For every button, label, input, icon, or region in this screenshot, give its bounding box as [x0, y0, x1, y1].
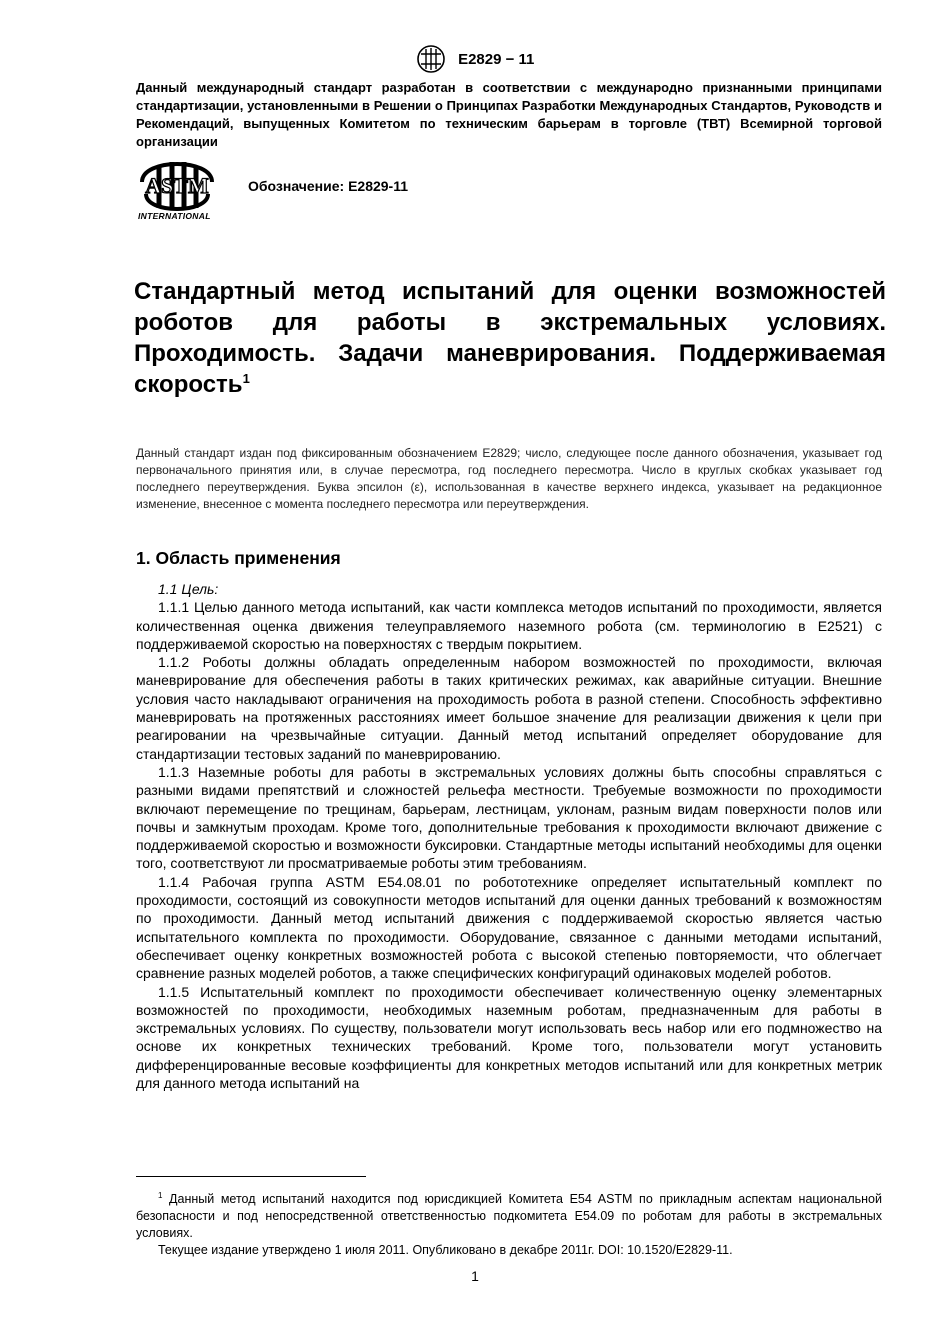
footnote-divider	[136, 1176, 366, 1177]
page-number: 1	[471, 1268, 479, 1284]
title-footnote-mark: 1	[242, 371, 250, 386]
paragraph: 1.1.4 Рабочая группа ASTM E54.08.01 по робототехнике определяет испытательный комплект по проходимости, состоящий из совокупности методов испытаний для оценки данных требований к возможностям по проходимости. Данный метод испытаний движения с поддерживаемой скоростью является частью испытательного комплекта по проходимости. Оборудование, связанное с данными методами испытаний, обеспечивает оценку конкретных возможностей робота с высокой степенью повторяемости, что облегчает сравнение разных моделей роботов, а также специфических конфигураций одинаковых моделей роботов.	[136, 873, 882, 982]
document-title	[134, 276, 886, 400]
astm-mini-logo-icon	[416, 44, 446, 74]
footnote-mark: 1	[158, 1191, 163, 1200]
header-designation: E2829 − 11	[458, 50, 535, 68]
paragraph: 1.1.5 Испытательный комплект по проходимости обеспечивает количественную оценку элементарных возможностей по проходимости, необходимых наземным роботам, предназначенным для работы в экстремальных условиях. По существу, пользователи могут использовать весь набор или его подмножество на основе их конкретных технических требований. Кроме того, пользователи могут установить дифференцированные весовые коэффициенты для конкретных методов испытаний или для конкретных метрик для данного метода испытаний на	[136, 983, 882, 1092]
section-body	[136, 580, 882, 1092]
intro-statement: Данный международный стандарт разработан в соответствии с международно признанными принципами стандартизации, установленными в Решении о Принципах Разработки Международных Стандартов, Руководств и Рекомендаций, выпущенных Комитетом по техническим барьерам в торговле (ТВТ) Всемирной торговой организации	[136, 80, 882, 149]
designation: Обозначение: E2829-11	[248, 178, 409, 194]
subsection-heading: 1.1 Цель:	[158, 581, 219, 597]
logo-text: ASTM	[145, 173, 209, 198]
logo-caption: INTERNATIONAL	[138, 211, 211, 221]
paragraph: 1.1.3 Наземные роботы для работы в экстремальных условиях должны быть способны справляться с разными видами препятствий и сложностей рельефа местности. Требуемые возможности по проходимости включают перемещение по трещинам, барьерам, лестницам, уклонам, разным видам поверхности полов или почвы и замкнутым проходам. Кроме того, дополнительные требования к проходимости включают движение с поддерживаемой скоростью и возможности буксировки. Стандартные методы испытаний необходимы для оценки того, соответствуют ли просматриваемые роботы этим требованиям.	[136, 763, 882, 872]
approval-info: Текущее издание утверждено 1 июля 2011. Опубликовано в декабре 2011г. DOI: 10.1520/E2829-11.	[158, 1243, 733, 1258]
designation-notice: Данный стандарт издан под фиксированным обозначением E2829; число, следующее после данного обозначения, указывает год первоначального принятия или, в случае пересмотра, год последнего пересмотра. Число в круглых скобках указывает год последнего переутверждения. Буква эпсилон (ε), использованная в качестве верхнего индекса, указывает на редакционное изменение, внесенное с момента последнего пересмотра или переутверждения.	[136, 446, 882, 511]
title-text: Стандартный метод испытаний для оценки возможностей роботов для работы в экстремальных условиях. Проходимость. Задачи маневрирования. Поддерживаемая скорость	[134, 278, 886, 398]
paragraph: 1.1.2 Роботы должны обладать определенным набором возможностей по проходимости, включая маневрирование для обеспечения работы в таких критических режимах, как аварийные ситуации. Внешние условия часто накладывают ограничения на проходимость робота в разной степени. Способность эффективно маневрировать на протяженных расстояниях имеет большое значение для реализации движения к цели при реагировании на чрезвычайные ситуации. Данный метод испытаний определяет оборудование для стандартизации тестовых заданий по маневрированию.	[136, 654, 882, 762]
footnote	[136, 1187, 882, 1259]
section-heading: 1. Область применения	[136, 548, 341, 568]
running-header	[0, 44, 950, 74]
footnote-text: $^1$ Данный метод испытаний находится под юрисдикцией Комитета E54 ASTM по прикладным аспектам национальной безопасности и под непосредственной ответственностью подкомитета E54.09 по роботам для работы в экстремальных условиях.	[136, 1191, 882, 1241]
paragraph: 1.1.1 Целью данного метода испытаний, как части комплекса методов испытаний по проходимости, является количественная оценка движения телеуправляемого наземного робота (см. терминологию в E2521) с поддерживаемой скоростью на поверхностях с твердым покрытием.	[136, 599, 882, 652]
